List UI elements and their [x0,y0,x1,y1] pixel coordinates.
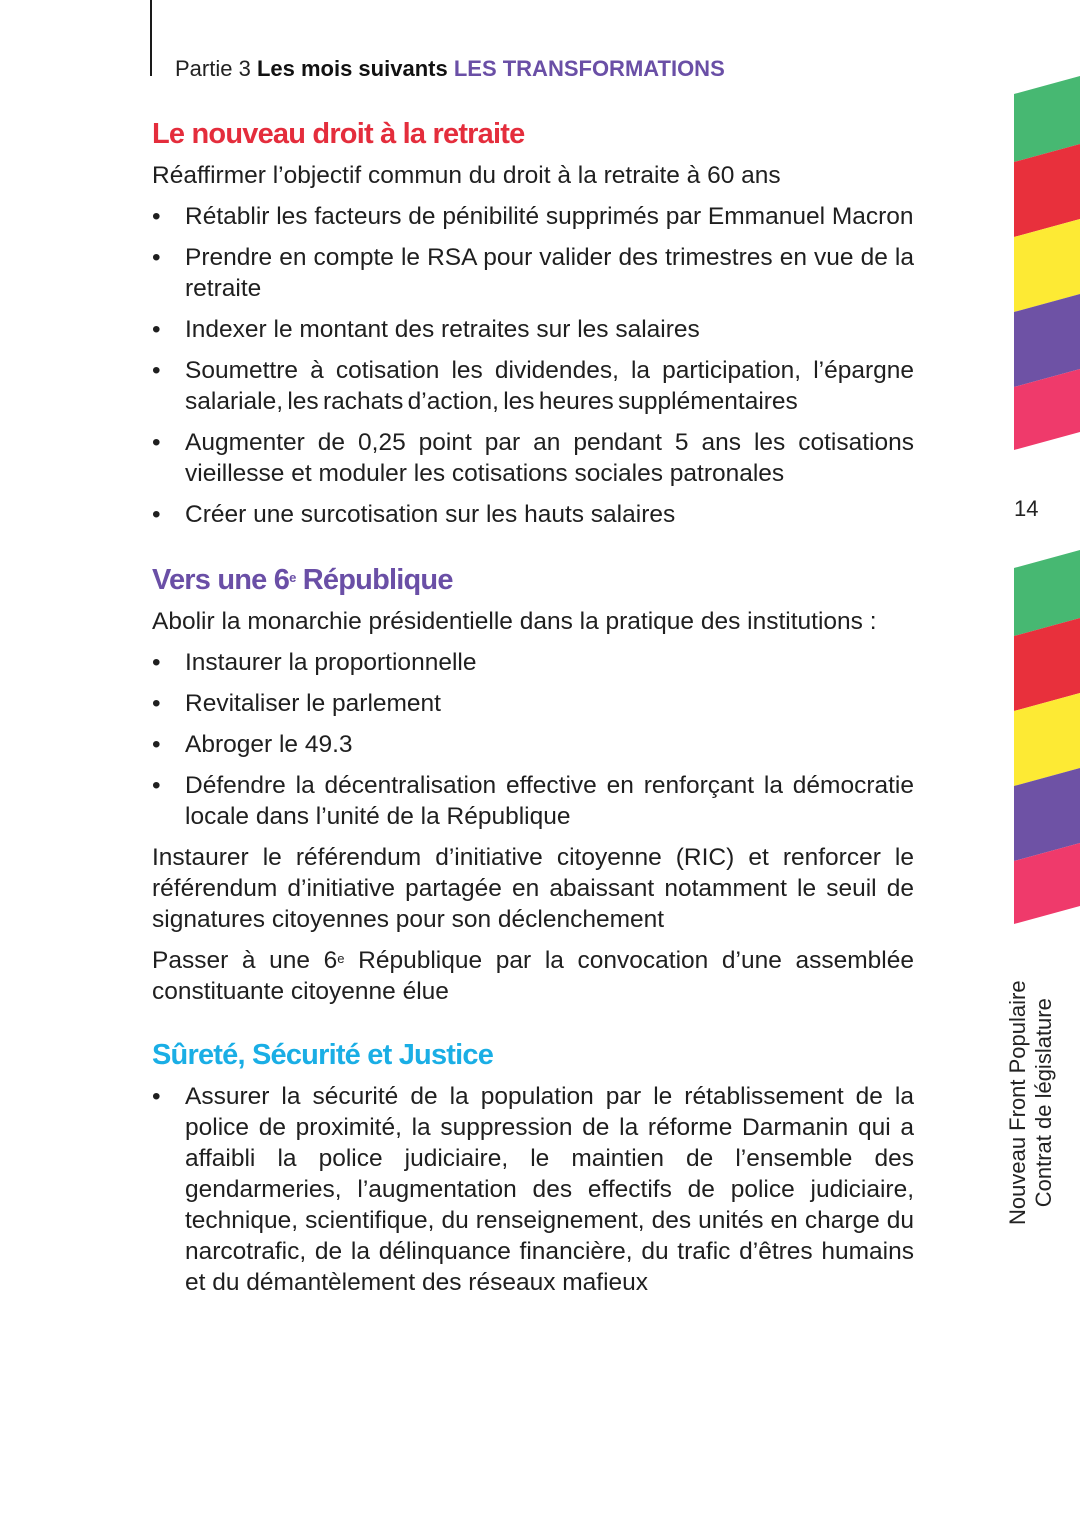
list-item: • Instaurer la proportionnelle [152,649,477,676]
bullet: • [152,731,161,758]
bullet: • [152,772,161,799]
section-title-republique: Vers une 6e République [152,564,453,596]
list-item: • Rétablir les facteurs de pénibilité supprimés par Emmanuel Macron [152,203,914,230]
bullet: • [152,1083,161,1110]
sidebar-vertical-title [1005,980,1057,1225]
sidebar-line-2: Contrat de législature [1031,998,1056,1208]
bullet: • [152,244,161,271]
list-item: • Revitaliser le parlement [152,690,441,717]
bullet: • [152,649,161,676]
section-intro-retraite: Réaffirmer l’objectif commun du droit à la retraite à 60 ans [152,162,781,189]
list-item: • Abroger le 49.3 [152,731,353,758]
header-months: Les mois suivants [256,56,448,81]
paragraph-ric: Instaurer le référendum d’initiative citoyenne (RIC) et renforcer le référendum d’initiative partagée en abaissant notamment le seuil de signatures citoyennes pour son déclenchement [152,844,914,933]
section-title-surete: Sûreté, Sécurité et Justice [152,1039,494,1071]
list-item: • Défendre la décentralisation effective en renforçant la démocratie locale dans l’unité de la République [152,772,914,830]
list-retraite [152,201,914,530]
bullet: • [152,501,161,528]
bullet: • [152,429,161,456]
list-surete [152,1081,914,1298]
paragraph-6e-republique: Passer à une 6e République par la convocation d’une assemblée constituante citoyenne élue [152,947,914,1005]
header-part: Partie 3 [175,56,251,81]
header-divider-line [150,0,152,76]
list-item: • Assurer la sécurité de la population par le rétablissement de la police de proximité, la suppression de la réforme Darmanin qui a affaibli la police judiciaire, le maintien de l’ensemble des gendarmeries, l’augmentation des effectifs de police judiciaire, technique, scientifique, du renseignement, des unités en charge du narcotrafic, de la délinquance financière, du trafic d’êtres humains et du démantèlement des réseaux mafieux [152,1083,914,1296]
sidebar-line-1: Nouveau Front Populaire [1005,980,1030,1225]
bullet: • [152,316,161,343]
list-item: • Soumettre à cotisation les dividendes, la participation, l’épargne salariale, les rachats d’action, les heures supplémentaires [152,357,914,415]
color-stripes-top [1010,76,1080,456]
header-transformations: LES TRANSFORMATIONS [453,56,725,81]
list-republique [152,647,914,832]
main-content [152,116,914,1308]
bullet: • [152,357,161,384]
color-stripes-bottom [1010,550,1080,930]
section-intro-republique: Abolir la monarchie présidentielle dans la pratique des institutions : [152,608,877,635]
list-item: • Prendre en compte le RSA pour valider des trimestres en vue de la retraite [152,244,914,302]
list-item: • Augmenter de 0,25 point par an pendant 5 ans les cotisations vieillesse et moduler les cotisations sociales patronales [152,429,914,487]
list-item: • Créer une surcotisation sur les hauts salaires [152,501,676,528]
page-number: 14 [1014,496,1039,521]
bullet: • [152,690,161,717]
bullet: • [152,203,161,230]
list-item: • Indexer le montant des retraites sur les salaires [152,316,700,343]
section-title-retraite: Le nouveau droit à la retraite [152,118,525,150]
page-header [175,56,725,82]
